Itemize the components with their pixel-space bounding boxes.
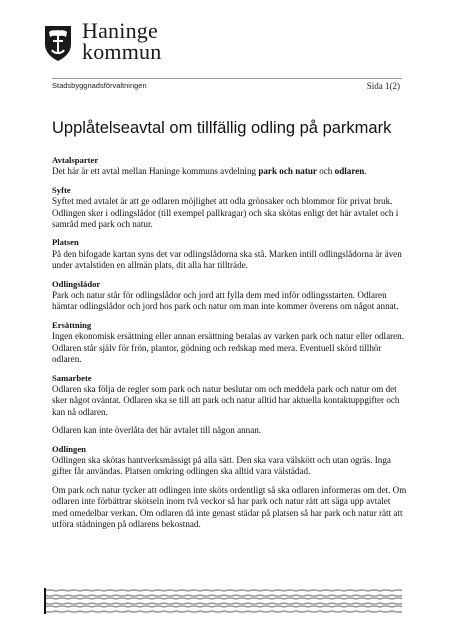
- section: [52, 237, 408, 271]
- header-divider: [52, 78, 402, 79]
- text-segment: Om park och natur tycker att odlingen inte sköts ordentligt så ska odlaren informeras om det. Om odlaren inte förbättrar skötseln inom två veckor så har park och natur rätt att säga upp avtalet med omedelbar verkan. Om odlaren då inte genast städar på platsen så har park och natur rätt att utföra städningen på odlarens bekostnad.: [52, 484, 407, 529]
- footer-left-bar: [44, 588, 46, 614]
- text-segment: .: [364, 166, 367, 177]
- text-segment: Odlingen ska skötas hantverksmässigt på alla sätt. Den ska vara välskött och utan ogräs. Inga gifter får användas. Platsen omkring odlingen ska alltid vara välstädad.: [52, 454, 391, 477]
- section: [52, 185, 408, 231]
- section-paragraph: [52, 290, 408, 313]
- section-paragraph: [52, 384, 408, 418]
- section: [52, 279, 408, 313]
- text-segment: Park och natur står för odlingslådor och jord att fylla dem med inför odlingsstarten. Odlaren hämtar odlingslådor och jord hos park och natur om man inte kommer överens om något annat.: [52, 290, 399, 312]
- page-number: Sida 1(2): [366, 81, 400, 91]
- footer-wave-line: [44, 611, 402, 612]
- section-paragraph: [52, 455, 408, 478]
- bold-text: park och natur: [258, 166, 317, 177]
- footer-wave-line: [44, 603, 402, 604]
- section-heading: Odlingslådor: [52, 278, 101, 289]
- footer-wave-line: [44, 606, 402, 607]
- text-segment: På den bifogade kartan syns det var odlingslådorna ska stå. Marken intill odlingslådorna är även under avtalstiden en allmän plats, dit alla har tillträde.: [52, 248, 402, 271]
- organization-name: [82, 20, 161, 62]
- section-heading: Odlingen: [52, 443, 86, 454]
- section-heading: Avtalsparter: [52, 155, 99, 165]
- footer-wave-line: [44, 590, 402, 591]
- text-segment: Ingen ekonomisk ersättning eller annan ersättning betalas av varken park och natur eller odlaren. Odlaren står själv för frön, plantor, gödning och redskap med mera. Eventuell skörd tillhör odlaren.: [52, 331, 404, 365]
- text-segment: Odlaren kan inte överlåta det här avtalet till någon annan.: [52, 425, 262, 436]
- text-segment: och: [316, 166, 335, 177]
- text-segment: Odlaren ska följa de regler som park och natur beslutar om och meddela park och natur om det sker något oväntat. Odlaren ska se till att park och natur alltid har aktuella kontaktuppgifter och kan nå odlaren.: [52, 383, 400, 417]
- section: [52, 444, 408, 531]
- bold-text: odlaren: [334, 166, 365, 177]
- department-name: Stadsbyggnadsförvaltningen: [52, 81, 147, 90]
- footer-wave-pattern: [44, 588, 402, 614]
- section: [52, 373, 408, 437]
- text-segment: Syftet med avtalet är att ge odlaren möjlighet att odla grönsaker och blommor för privat bruk. Odlingen sker i odlingslådor (till exempel pallkragar) och ska skötas enligt det här avtalet och i samråd med park och natur.: [52, 196, 399, 230]
- section-paragraph: [52, 249, 408, 272]
- section-paragraph: [52, 485, 408, 531]
- haninge-coat-of-arms-icon: [42, 24, 74, 62]
- section-heading: Platsen: [52, 237, 79, 248]
- section: [52, 320, 408, 366]
- footer-wave-line: [44, 598, 402, 599]
- section-paragraph: [52, 425, 408, 436]
- footer-wave-line: [44, 595, 402, 596]
- org-name-line1: Haninge: [82, 18, 158, 43]
- section-paragraph: [52, 196, 408, 230]
- section-paragraph: [52, 166, 408, 177]
- org-name-line2: kommun: [82, 39, 162, 64]
- section-heading: Ersättning: [52, 319, 92, 330]
- document-body: [52, 155, 408, 537]
- section-heading: Syfte: [52, 184, 71, 195]
- section-heading: Samarbete: [52, 372, 92, 383]
- section: [52, 155, 408, 178]
- section-paragraph: [52, 331, 408, 365]
- text-segment: Det här är ett avtal mellan Haninge kommuns avdelning: [52, 166, 259, 177]
- document-title: Upplåtelseavtal om tillfällig odling på parkmark: [52, 119, 392, 137]
